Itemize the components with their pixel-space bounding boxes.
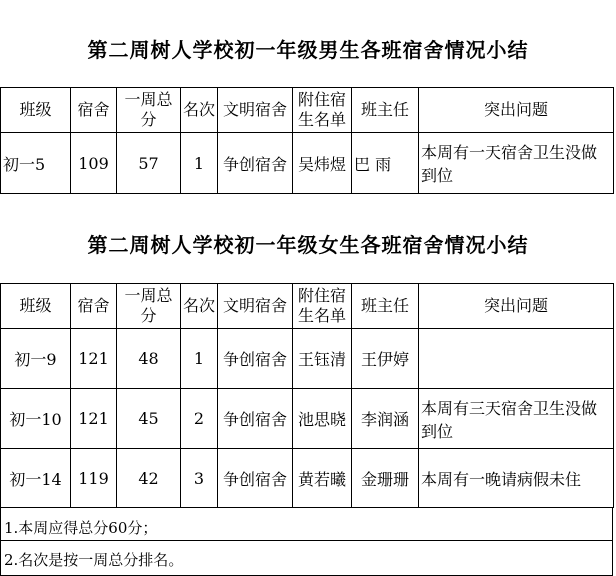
cell-civilized: 争创宿舍 [218, 133, 293, 194]
table-header-row [1, 88, 614, 133]
header-weekly-score: 一周总分 [117, 88, 181, 133]
cell-civilized: 争创宿舍 [218, 389, 293, 449]
note-total-score: 1.本周应得总分60分； [4, 519, 158, 537]
cell-score: 48 [117, 329, 181, 389]
header-dorm: 宿舍 [71, 88, 117, 133]
cell-class: 初一5 [1, 133, 71, 194]
table-row [1, 133, 614, 194]
header-dorm: 宿舍 [71, 284, 117, 329]
notes-left-border [0, 508, 1, 576]
notes-right-border [612, 508, 613, 576]
cell-teacher: 李润涵 [352, 389, 419, 449]
cell-resident: 王钰清 [293, 329, 352, 389]
cell-teacher: 巴 雨 [352, 133, 419, 194]
note-ranking-rule: 2.名次是按一周总分排名。 [4, 551, 184, 569]
header-head-teacher: 班主任 [352, 284, 419, 329]
cell-score: 57 [117, 133, 181, 194]
notes-divider [0, 540, 613, 541]
cell-score: 45 [117, 389, 181, 449]
cell-resident: 黄若曦 [293, 449, 352, 508]
cell-dorm: 121 [71, 389, 117, 449]
header-issues: 突出问题 [419, 284, 614, 329]
table-header-row [1, 284, 614, 329]
cell-dorm: 121 [71, 329, 117, 389]
cell-rank: 3 [181, 449, 218, 508]
header-resident-list: 附住宿生名单 [293, 88, 352, 133]
cell-issue: 本周有一天宿舍卫生没做到位 [419, 133, 614, 194]
cell-resident: 吴炜煜 [293, 133, 352, 194]
header-issues: 突出问题 [419, 88, 614, 133]
header-civilized-dorm: 文明宿舍 [218, 88, 293, 133]
cell-issue [419, 329, 614, 389]
cell-teacher: 王伊婷 [352, 329, 419, 389]
cell-issue: 本周有三天宿舍卫生没做到位 [419, 389, 614, 449]
header-class: 班级 [1, 88, 71, 133]
header-rank: 名次 [181, 88, 218, 133]
cell-issue: 本周有一晚请病假未住 [419, 449, 614, 508]
table-row [1, 329, 614, 389]
cell-class: 初一10 [1, 389, 71, 449]
header-civilized-dorm: 文明宿舍 [218, 284, 293, 329]
cell-resident: 池思晓 [293, 389, 352, 449]
cell-rank: 2 [181, 389, 218, 449]
table-row [1, 389, 614, 449]
cell-class: 初一9 [1, 329, 71, 389]
cell-civilized: 争创宿舍 [218, 329, 293, 389]
cell-class: 初一14 [1, 449, 71, 508]
boys-dorm-table [0, 87, 614, 194]
header-head-teacher: 班主任 [352, 88, 419, 133]
table-row [1, 449, 614, 508]
header-rank: 名次 [181, 284, 218, 329]
girls-dorm-table [0, 283, 614, 508]
cell-civilized: 争创宿舍 [218, 449, 293, 508]
boys-summary-title: 第二周树人学校初一年级男生各班宿舍情况小结 [87, 38, 529, 62]
girls-summary-title: 第二周树人学校初一年级女生各班宿舍情况小结 [87, 233, 529, 257]
cell-teacher: 金珊珊 [352, 449, 419, 508]
header-resident-list: 附住宿生名单 [293, 284, 352, 329]
cell-dorm: 109 [71, 133, 117, 194]
cell-rank: 1 [181, 133, 218, 194]
cell-dorm: 119 [71, 449, 117, 508]
cell-rank: 1 [181, 329, 218, 389]
header-class: 班级 [1, 284, 71, 329]
header-weekly-score: 一周总分 [117, 284, 181, 329]
cell-score: 42 [117, 449, 181, 508]
